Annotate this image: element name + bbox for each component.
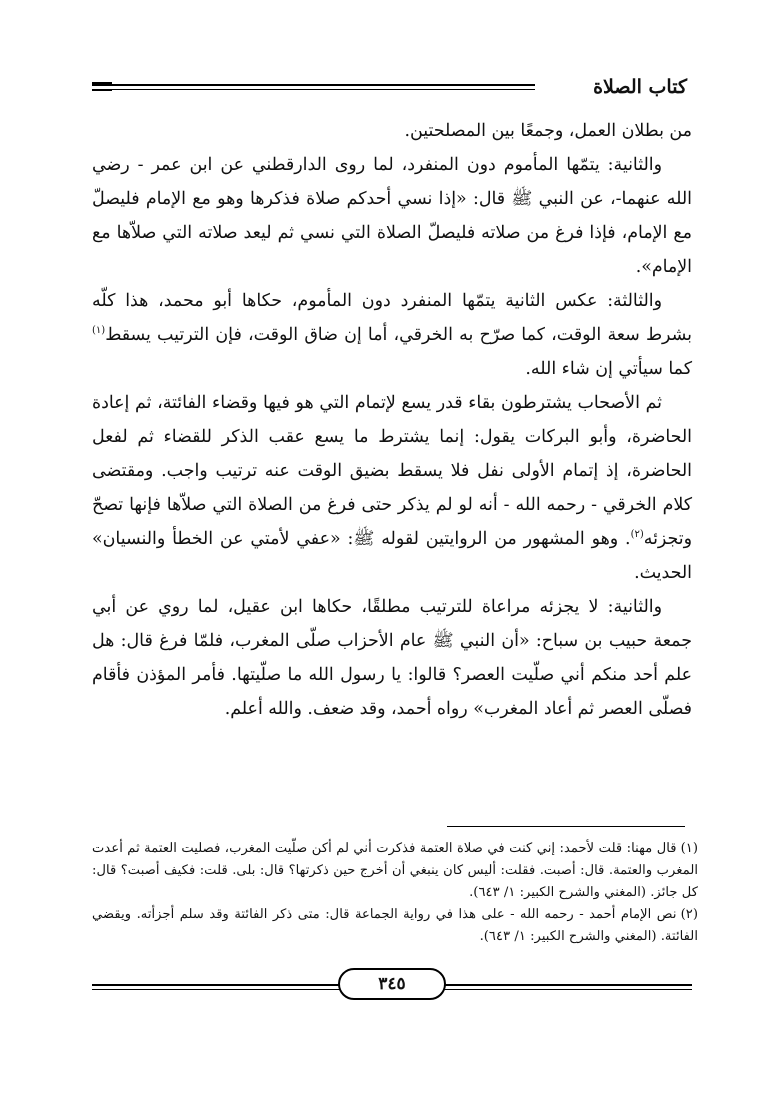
- paragraph-4-text: ثم الأصحاب يشترطون بقاء قدر يسع لإتمام التي هو فيها وقضاء الفائتة، ثم إعادة الحاضرة، وأبو البركات يقول: إنما يشترط ما يسع عقب الذكر للقضاء ثم لفعل الحاضرة، إذ إتمام الأولى نفل فلا يسقط بضيق الوقت عنه ترتيب واجب. ومقتضى كلام الخرقي - رحمه الله - أنه لو لم يذكر حتى فرغ من الصلاة التي صلاّها فإنها تصحّ وتجزئه: [92, 393, 692, 549]
- running-header: [92, 72, 687, 102]
- main-text: [92, 114, 692, 726]
- footnotes: [92, 838, 698, 948]
- paragraph-3: [92, 284, 692, 386]
- footnote-text: نص الإمام أحمد - رحمه الله - على هذا في رواية الجماعة قال: متى ذكر الفائتة وقد سلم أجزأته. ويقضي الفائتة. (المغني والشرح الكبير: ١/ ٦٤٣).: [92, 907, 698, 944]
- paragraph-3-text: والثالثة: عكس الثانية يتمّها المنفرد دون المأموم، حكاها أبو محمد، هذا كلّه بشرط سعة الوقت، كما صرّح به الخرقي، أما إن ضاق الوقت، فإن الترتيب يسقط: [92, 291, 692, 345]
- page-footer: [92, 968, 692, 1002]
- header-ornament: [92, 82, 112, 91]
- chapter-title: كتاب الصلاة: [593, 76, 687, 98]
- paragraph-4-tail: . وهو المشهور من الروايتين لقوله ﷺ: «عفي لأمتي عن الخطأ والنسيان» الحديث.: [92, 529, 692, 583]
- header-rule: [92, 84, 535, 86]
- footnote-number: (٢): [680, 907, 698, 922]
- paragraph-5: والثانية: لا يجزئه مراعاة للترتيب مطلقًا، حكاها ابن عقيل، لما روي عن أبي جمعة حبيب بن سباح: «أن النبي ﷺ عام الأحزاب صلّى المغرب، فلمّا فرغ قال: هل علم أحد منكم أني صلّيت العصر؟ قالوا: يا رسول الله ما صلّيتها. فأمر المؤذن فأقام فصلّى العصر ثم أعاد المغرب» رواه أحمد، وقد ضعف. والله أعلم.: [92, 597, 692, 719]
- paragraph-3-tail: كما سيأتي إن شاء الله.: [525, 359, 692, 379]
- footnote-number: (١): [680, 841, 698, 856]
- paragraph-4: [92, 386, 692, 590]
- footnote-2: [92, 904, 698, 948]
- footnote-1: [92, 838, 698, 904]
- paragraph-2: والثانية: يتمّها المأموم دون المنفرد، لما روى الدارقطني عن ابن عمر - رضي الله عنهما-، عن النبي ﷺ قال: «إذا نسي أحدكم صلاة فذكرها وهو مع الإمام فليصلّ مع الإمام، فإذا فرغ من صلاته فليصلّ الصلاة التي نسي ثم ليعد صلاته التي صلاّها مع الإمام».: [92, 155, 692, 277]
- page-number: ٣٤٥: [338, 968, 446, 1000]
- footnote-ref-1[interactable]: (١): [92, 325, 106, 337]
- paragraph-1: من بطلان العمل، وجمعًا بين المصلحتين.: [404, 121, 692, 141]
- footnote-ref-2[interactable]: (٢): [630, 529, 644, 541]
- header-rule-thin: [92, 89, 535, 90]
- footnote-separator: [447, 826, 685, 827]
- footnote-text: قال مهنا: قلت لأحمد: إني كنت في صلاة العتمة فذكرت أني لم أكن صلّيت المغرب، فصليت العتمة ثم أعدت المغرب والعتمة. قال: أصبت. فقلت: أليس كان ينبغي أن أخرج حين ذكرتها؟ قال: بلى. قلت: فكيف أصبت؟ قال: كل جائز. (المغني والشرح الكبير: ١/ ٦٤٣).: [92, 841, 698, 900]
